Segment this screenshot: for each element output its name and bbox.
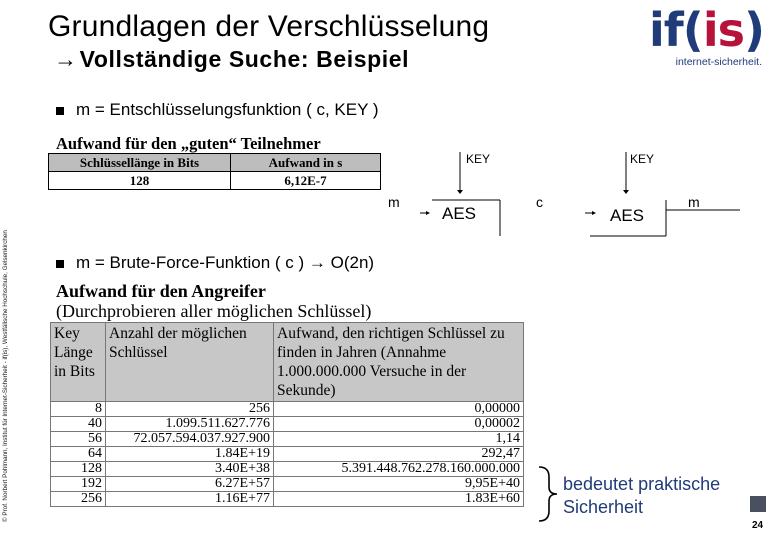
aes-block-2: AES — [610, 206, 645, 225]
m-output-label: m — [688, 194, 700, 210]
bullet-2-complexity: O(2n) — [330, 253, 375, 272]
aes-diagram — [380, 148, 760, 248]
aes-diagram-lines — [380, 148, 760, 248]
table-cell: 40 — [51, 417, 106, 432]
table-cell: 1.16E+77 — [106, 492, 274, 507]
table-header-cell: Schlüssellänge in Bits — [49, 154, 231, 172]
table-cell: 292,47 — [274, 447, 524, 462]
conclusion-line-2: Sicherheit — [563, 497, 644, 517]
logo-accent: is — [702, 3, 744, 57]
logo-prefix: if( — [649, 3, 703, 57]
attack-table-caption: Aufwand für den Angreifer — [56, 281, 266, 301]
table-cell: 3.40E+38 — [106, 462, 274, 477]
table-cell: 6,12E-7 — [231, 172, 381, 190]
aes-block-1: AES — [442, 204, 477, 223]
table-cell: 256 — [51, 492, 106, 507]
table-header-cell: Anzahl der möglichen Schlüssel — [106, 323, 274, 402]
table-row — [51, 447, 524, 462]
table-cell: 128 — [51, 462, 106, 477]
table-cell: 0,00002 — [274, 417, 524, 432]
slide-title: Grundlagen der Verschlüsselung — [48, 10, 490, 43]
table-row — [51, 432, 524, 447]
table-cell: 0,00000 — [274, 402, 524, 417]
bullet-square-icon — [56, 260, 64, 268]
key-label-1: KEY — [466, 152, 491, 166]
table-header-cell: Key Länge in Bits — [51, 323, 106, 402]
subtitle-text: Vollständige Suche: Beispiel — [79, 46, 410, 72]
bullet-2-text — [76, 253, 374, 273]
table-cell: 1,14 — [274, 432, 524, 447]
m-input-label: m — [388, 194, 400, 210]
table-cell: 9,95E+40 — [274, 477, 524, 492]
table-row — [51, 477, 524, 492]
table-row — [51, 417, 524, 432]
table-cell: 1.83E+60 — [274, 492, 524, 507]
page-number: 24 — [752, 520, 764, 531]
right-arrow-icon: → — [308, 253, 326, 272]
bullet-2-formula: m = Brute-Force-Funktion ( c ) — [76, 253, 305, 272]
table-header-row — [49, 154, 381, 172]
table-header-cell: Aufwand in s — [231, 154, 381, 172]
copyright-sidebar: © Prof. Norbert Pohlmann, Institut für Internet-Sicherheit - if(is), Westfälische Hochschule, Gelsenkirchen — [2, 230, 9, 522]
corner-square-icon — [750, 496, 766, 512]
table-row — [51, 402, 524, 417]
table-cell: 64 — [51, 447, 106, 462]
curly-brace-icon — [535, 465, 565, 523]
table-cell: 6.27E+57 — [106, 477, 274, 492]
table-cell: 8 — [51, 402, 106, 417]
good-participant-table — [48, 153, 381, 190]
table-header-row — [51, 323, 524, 402]
table-cell: 72.057.594.037.927.900 — [106, 432, 274, 447]
table-cell: 1.84E+19 — [106, 447, 274, 462]
key-label-2: KEY — [630, 152, 655, 166]
attack-table-subcaption: (Durchprobieren aller möglichen Schlüssel) — [56, 301, 372, 321]
table-cell: 56 — [51, 432, 106, 447]
good-table-caption: Aufwand für den „guten“ Teilnehmer — [56, 134, 321, 153]
logo-wordmark — [649, 4, 764, 56]
conclusion-text — [563, 473, 720, 519]
logo-tagline: internet-sicherheit. — [675, 56, 762, 68]
attacker-table — [50, 322, 524, 507]
c-label: c — [536, 194, 543, 210]
table-row — [49, 172, 381, 190]
table-row — [51, 462, 524, 477]
bullet-square-icon — [56, 107, 64, 115]
table-cell: 128 — [49, 172, 231, 190]
ifis-logo — [618, 3, 768, 70]
table-cell: 192 — [51, 477, 106, 492]
table-cell: 256 — [106, 402, 274, 417]
table-header-cell: Aufwand, den richtigen Schlüssel zu finden in Jahren (Annahme 1.000.000.000 Versuche in der Sekunde) — [274, 323, 524, 402]
table-row — [51, 492, 524, 507]
right-arrow-icon: → — [54, 46, 78, 72]
table-cell: 5.391.448.762.278.160.000.000 — [274, 462, 524, 477]
table-cell: 1.099.511.627.776 — [106, 417, 274, 432]
slide-subtitle — [54, 46, 409, 73]
logo-suffix: ) — [743, 3, 764, 57]
conclusion-line-1: bedeutet praktische — [563, 474, 721, 494]
bullet-1-text: m = Entschlüsselungsfunktion ( c, KEY ) — [76, 100, 379, 119]
